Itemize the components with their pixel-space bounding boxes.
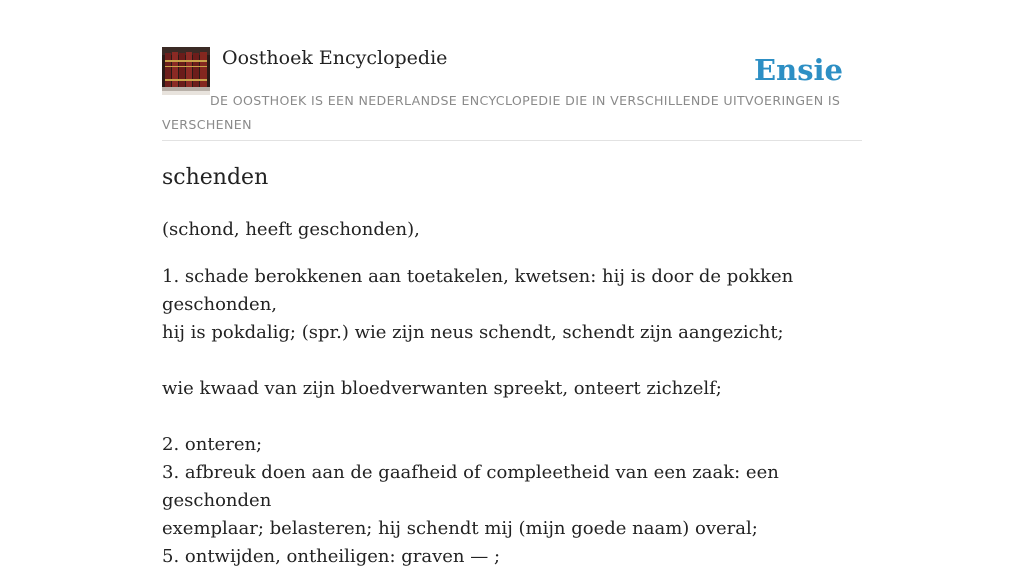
definition-line: 2. onteren; — [162, 434, 263, 455]
definition-line: wie kwaad van zijn bloedverwanten spreekt, onteert zichzelf; — [162, 378, 722, 399]
definition-line: exemplaar; belasteren; hij schendt mij (mijn goede naam) overal; — [162, 518, 758, 539]
site-title[interactable]: Oosthoek Encyclopedie — [222, 47, 448, 69]
definition-line — [162, 347, 877, 375]
definition-line: 1. schade berokkenen aan toetakelen, kwetsen: hij is door de pokken geschonden, — [162, 266, 794, 315]
definition-line: 5. ontwijden, ontheiligen: graven — ; — [162, 546, 501, 567]
entry-grammar: (schond, heeft geschonden), — [162, 219, 420, 240]
entry-definition — [162, 263, 877, 571]
encyclopedia-books-icon — [162, 47, 210, 95]
site-tagline: DE OOSTHOEK IS EEN NEDERLANDSE ENCYCLOPEDIE DIE IN VERSCHILLENDE UITVOERINGEN IS VERSCHENEN — [162, 93, 841, 132]
entry-headword: schenden — [162, 165, 269, 190]
entry-content — [162, 160, 877, 571]
definition-line: hij is pokdalig; (spr.) wie zijn neus schendt, schendt zijn aangezicht; — [162, 322, 784, 343]
definition-line: 3. afbreuk doen aan de gaafheid of compleetheid van een zaak: een geschonden — [162, 462, 779, 511]
brand-logo[interactable]: Ensie — [754, 53, 843, 87]
site-avatar[interactable] — [162, 47, 210, 95]
definition-line — [162, 403, 877, 431]
site-header — [162, 46, 862, 141]
